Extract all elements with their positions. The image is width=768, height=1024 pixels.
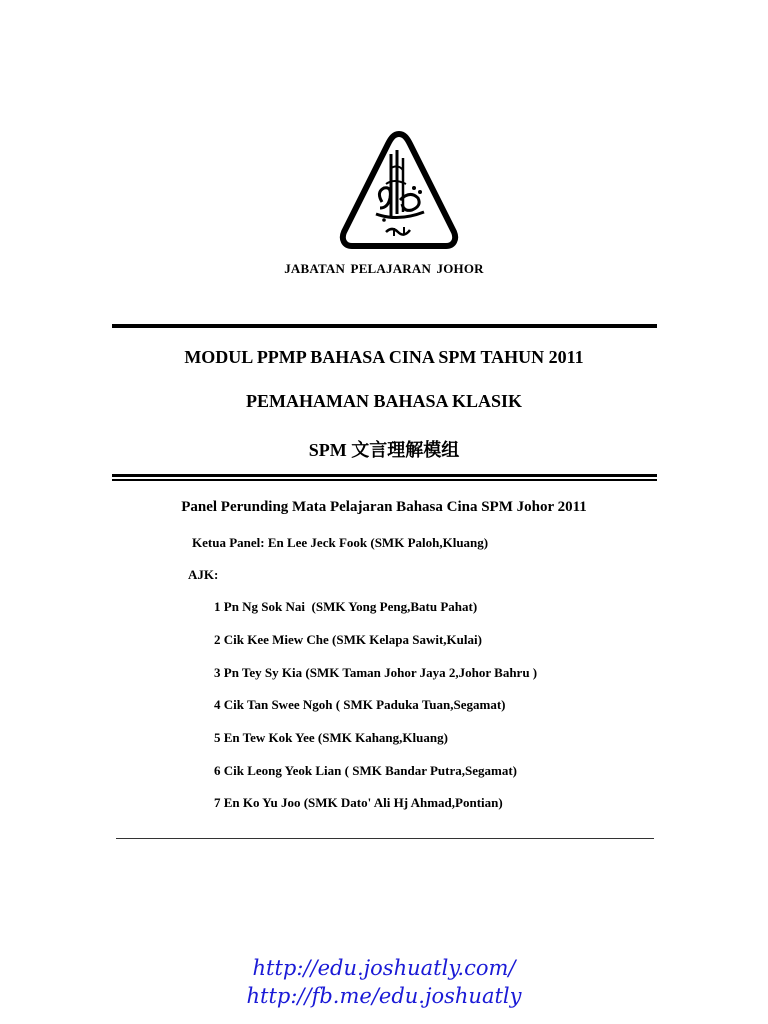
member-item: 7 En Ko Yu Joo (SMK Dato' Ali Hj Ahmad,Pontian) [214, 795, 503, 810]
chinese-title: SPM 文言理解模组 [308, 440, 460, 460]
crest-logo [336, 128, 462, 252]
double-divider-top [112, 474, 657, 477]
top-divider [112, 324, 657, 328]
member-item: 6 Cik Leong Yeok Lian ( SMK Bandar Putra,Segamat) [214, 763, 517, 778]
website-link[interactable]: http://edu.joshuatly.com/ [252, 956, 516, 980]
double-divider-bottom [112, 479, 657, 481]
member-item: 5 En Tew Kok Yee (SMK Kahang,Kluang) [214, 730, 448, 745]
member-item: 1 Pn Ng Sok Nai (SMK Yong Peng,Batu Pahat) [214, 599, 478, 614]
member-item: 3 Pn Tey Sy Kia (SMK Taman Johor Jaya 2,Johor Bahru ) [214, 665, 538, 680]
ajk-label: AJK: [188, 567, 219, 582]
bottom-divider [116, 838, 654, 839]
department-name: JABATAN PELAJARAN JOHOR [284, 261, 484, 276]
crest-icon [336, 128, 462, 252]
panel-heading: Panel Perunding Mata Pelajaran Bahasa Cina SPM Johor 2011 [181, 499, 587, 515]
subject-title: PEMAHAMAN BAHASA KLASIK [245, 391, 523, 411]
panel-chair: Ketua Panel: En Lee Jeck Fook (SMK Paloh,Kluang) [192, 535, 489, 550]
module-title: MODUL PPMP BAHASA CINA SPM TAHUN 2011 [184, 347, 584, 367]
member-item: 4 Cik Tan Swee Ngoh ( SMK Paduka Tuan,Segamat) [214, 697, 506, 712]
member-item: 2 Cik Kee Miew Che (SMK Kelapa Sawit,Kulai) [214, 632, 482, 647]
facebook-link[interactable]: http://fb.me/edu.joshuatly [246, 984, 522, 1008]
